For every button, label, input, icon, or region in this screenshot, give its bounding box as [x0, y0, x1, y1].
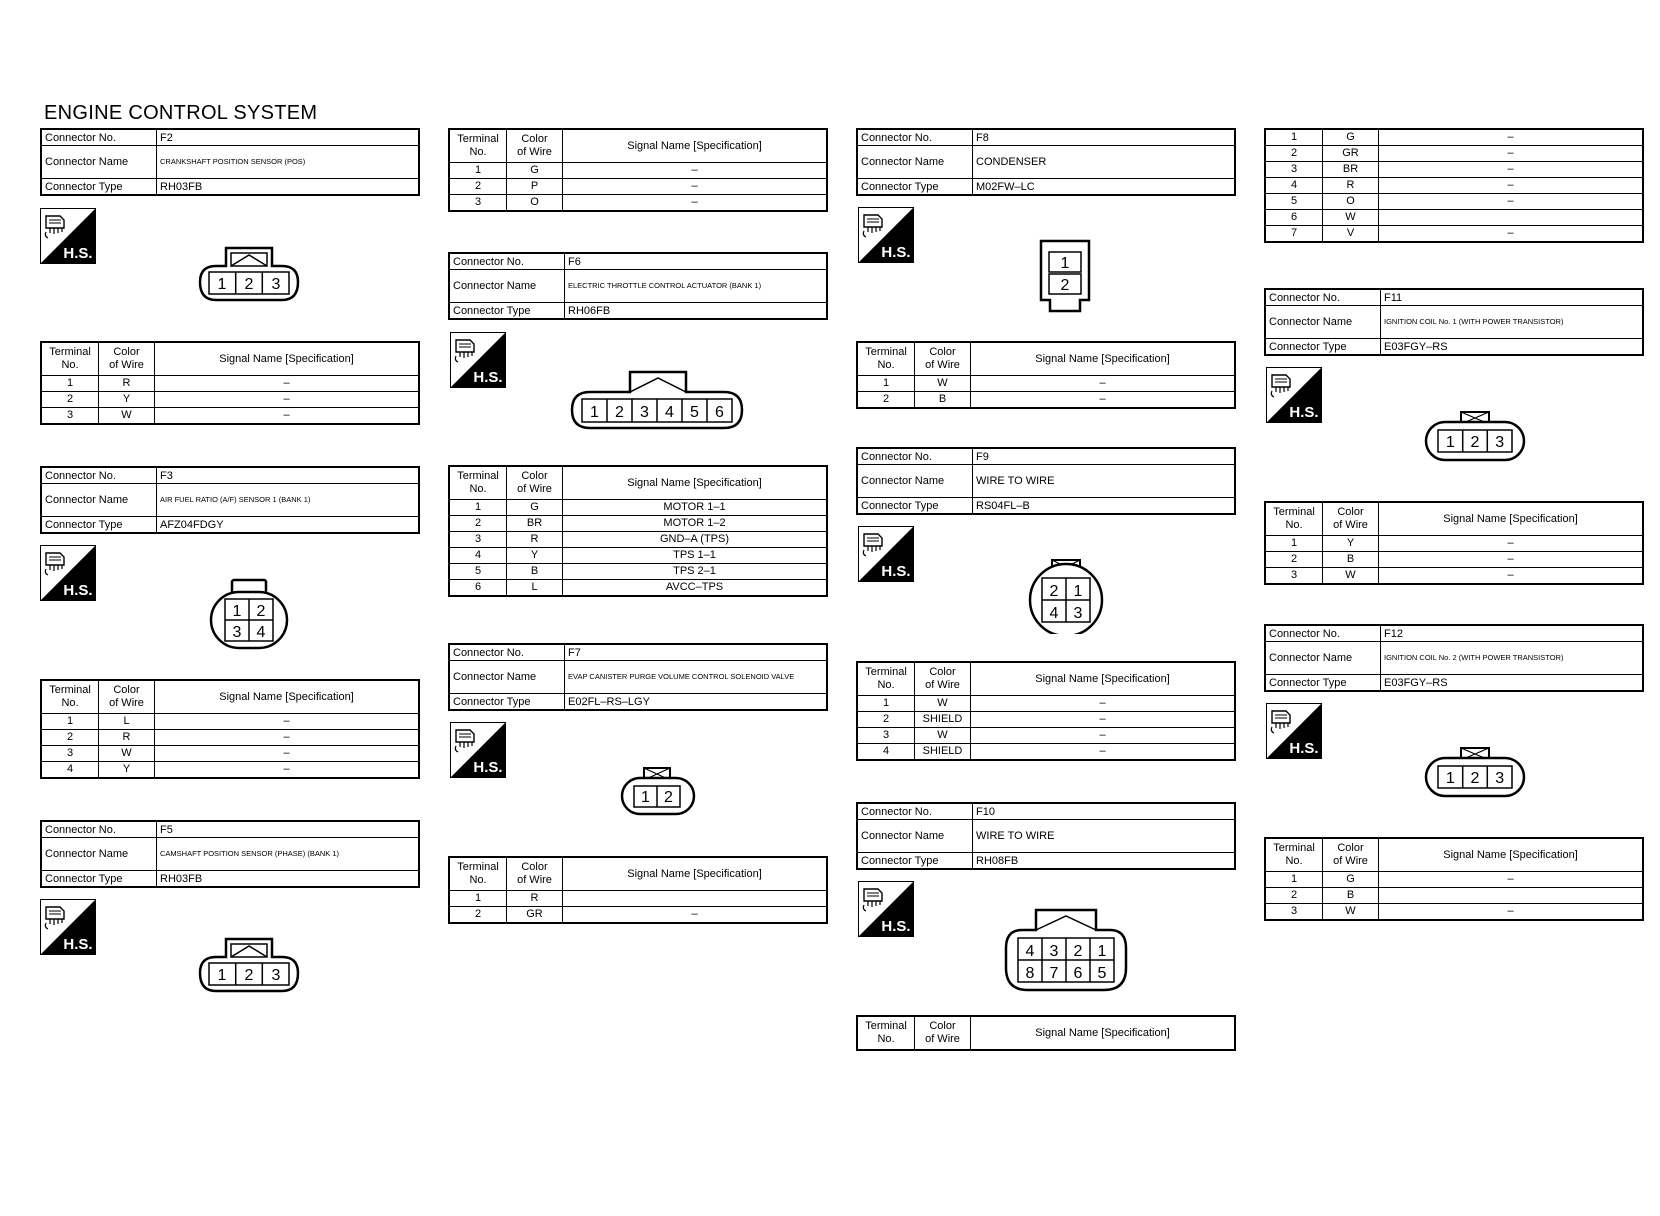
pin-label: 2 — [1049, 583, 1059, 600]
terminal-no-header: Terminal No. — [449, 466, 507, 500]
terminal-no-header: Terminal No. — [857, 342, 915, 376]
connector-type-label: Connector Type — [449, 303, 565, 320]
pin-label: 4 — [256, 624, 266, 641]
connector-name-value: WIRE TO WIRE — [973, 465, 1236, 498]
signal-header: Signal Name [Specification] — [155, 680, 420, 714]
table-row: 1 W – — [857, 696, 1235, 712]
connector-f9-face — [1026, 558, 1106, 634]
signal-header: Signal Name [Specification] — [563, 129, 828, 163]
table-row: 2 GR – — [449, 907, 827, 924]
connector-f2-face — [198, 244, 300, 304]
pin-label: 8 — [1025, 965, 1035, 982]
harness-side-icon — [1266, 703, 1322, 759]
connector-name-label: Connector Name — [41, 146, 157, 179]
connector-no-label: Connector No. — [449, 644, 565, 661]
connector-no-label: Connector No. — [449, 253, 565, 270]
connector-name-value: AIR FUEL RATIO (A/F) SENSOR 1 (BANK 1) — [157, 484, 420, 517]
table-row: 2 BR MOTOR 1–2 — [449, 516, 827, 532]
pin-label: 3 — [1073, 605, 1083, 622]
pin-label: 1 — [1445, 434, 1455, 451]
pin-label: 1 — [1073, 583, 1083, 600]
table-row: 2 B — [1265, 888, 1643, 904]
pin-label: 2 — [256, 603, 266, 620]
pin-label: 4 — [1049, 605, 1059, 622]
harness-side-icon — [40, 545, 96, 601]
harness-side-icon — [40, 899, 96, 955]
terminal-table-f9 — [856, 661, 1236, 761]
harness-side-icon — [450, 332, 506, 388]
terminal-table-f5 — [448, 128, 828, 212]
connector-name-value: EVAP CANISTER PURGE VOLUME CONTROL SOLENOID VALVE — [565, 661, 828, 694]
harness-side-icon — [450, 722, 506, 778]
connector-type-value: AFZ04FDGY — [157, 517, 420, 534]
terminal-table-f2 — [40, 341, 420, 425]
pin-label: 5 — [690, 404, 699, 421]
connector-name-label: Connector Name — [449, 661, 565, 694]
table-row: 7 V – — [1265, 226, 1643, 243]
table-row: 4 SHIELD – — [857, 744, 1235, 761]
connector-name-label: Connector Name — [857, 146, 973, 179]
connector-type-label: Connector Type — [41, 871, 157, 888]
table-row: 2 Y – — [41, 392, 419, 408]
pin-label: 3 — [640, 404, 649, 421]
terminal-table-f10-rows — [1264, 128, 1644, 243]
table-row: 1 R – — [41, 376, 419, 392]
table-row: 3 W – — [41, 408, 419, 425]
table-row: 2 GR – — [1265, 146, 1643, 162]
table-row: 1 G – — [1265, 872, 1643, 888]
connector-no-value: F7 — [565, 644, 828, 661]
color-header: Color of Wire — [915, 1016, 971, 1050]
signal-header: Signal Name [Specification] — [563, 857, 828, 891]
terminal-table-f6 — [448, 465, 828, 597]
connector-name-label: Connector Name — [857, 820, 973, 853]
connector-no-label: Connector No. — [41, 821, 157, 838]
table-row: 4 Y TPS 1–1 — [449, 548, 827, 564]
table-row: 3 W – — [857, 728, 1235, 744]
connector-type-value: RH08FB — [973, 853, 1236, 870]
pin-label: 1 — [1445, 770, 1455, 787]
pin-label: 2 — [664, 789, 673, 806]
connector-name-value: IGNITION COIL No. 1 (WITH POWER TRANSISTOR) — [1381, 306, 1644, 339]
hs-label: H.S. — [63, 245, 93, 262]
connector-no-label: Connector No. — [1265, 289, 1381, 306]
connector-no-value: F11 — [1381, 289, 1644, 306]
signal-header: Signal Name [Specification] — [971, 1016, 1236, 1050]
terminal-table-f7 — [448, 856, 828, 924]
connector-type-value: E03FGY–RS — [1381, 675, 1644, 692]
connector-no-label: Connector No. — [41, 467, 157, 484]
table-row: 2 SHIELD – — [857, 712, 1235, 728]
hs-label: H.S. — [881, 244, 911, 261]
pin-label: 2 — [244, 276, 254, 293]
connector-type-value: RS04FL–B — [973, 498, 1236, 515]
table-row: 1 Y – — [1265, 536, 1643, 552]
connector-no-value: F9 — [973, 448, 1236, 465]
connector-name-label: Connector Name — [857, 465, 973, 498]
page-title: ENGINE CONTROL SYSTEM — [44, 102, 318, 124]
connector-name-label: Connector Name — [1265, 642, 1381, 675]
harness-side-icon — [858, 207, 914, 263]
pin-label: 5 — [1097, 965, 1107, 982]
terminal-table-f11 — [1264, 501, 1644, 585]
connector-info-f5 — [40, 820, 420, 888]
color-header: Color of Wire — [915, 342, 971, 376]
terminal-no-header: Terminal No. — [1265, 502, 1323, 536]
connector-info-f9 — [856, 447, 1236, 515]
signal-header: Signal Name [Specification] — [155, 342, 420, 376]
connector-no-value: F10 — [973, 803, 1236, 820]
pin-label: 7 — [1049, 965, 1059, 982]
connector-info-f6 — [448, 252, 828, 320]
connector-type-label: Connector Type — [857, 179, 973, 196]
signal-header: Signal Name [Specification] — [971, 342, 1236, 376]
pin-label: 3 — [1049, 943, 1059, 960]
pin-label: 6 — [715, 404, 724, 421]
pin-label: 3 — [1495, 434, 1505, 451]
connector-no-label: Connector No. — [857, 803, 973, 820]
pin-label: 2 — [1470, 434, 1480, 451]
connector-info-f2 — [40, 128, 420, 196]
color-header: Color of Wire — [99, 680, 155, 714]
color-header: Color of Wire — [507, 129, 563, 163]
pin-label: 1 — [1097, 943, 1107, 960]
hs-label: H.S. — [881, 563, 911, 580]
harness-side-icon — [858, 526, 914, 582]
connector-type-value: RH06FB — [565, 303, 828, 320]
connector-info-f8 — [856, 128, 1236, 196]
table-row: 2 B – — [1265, 552, 1643, 568]
connector-f12-face — [1424, 746, 1526, 798]
table-row: 3 R GND–A (TPS) — [449, 532, 827, 548]
connector-info-f7 — [448, 643, 828, 711]
terminal-no-header: Terminal No. — [1265, 838, 1323, 872]
terminal-no-header: Terminal No. — [857, 662, 915, 696]
connector-f7-face — [620, 766, 696, 816]
harness-side-icon — [40, 208, 96, 264]
table-row: 1 G – — [1265, 129, 1643, 146]
table-row: 2 B – — [857, 392, 1235, 409]
connector-no-value: F2 — [157, 129, 420, 146]
table-row: 4 R – — [1265, 178, 1643, 194]
terminal-table-f10-header — [856, 1015, 1236, 1051]
connector-name-label: Connector Name — [1265, 306, 1381, 339]
color-header: Color of Wire — [1323, 502, 1379, 536]
table-row: 5 B TPS 2–1 — [449, 564, 827, 580]
hs-label: H.S. — [63, 936, 93, 953]
color-header: Color of Wire — [915, 662, 971, 696]
hs-label: H.S. — [1289, 740, 1319, 757]
table-row: 2 P – — [449, 179, 827, 195]
hs-label: H.S. — [473, 759, 503, 776]
pin-label: 1 — [232, 603, 242, 620]
connector-no-value: F5 — [157, 821, 420, 838]
pin-label: 2 — [1470, 770, 1480, 787]
connector-type-label: Connector Type — [449, 694, 565, 711]
signal-header: Signal Name [Specification] — [971, 662, 1236, 696]
connector-type-value: RH03FB — [157, 179, 420, 196]
hs-label: H.S. — [1289, 404, 1319, 421]
connector-type-label: Connector Type — [41, 517, 157, 534]
signal-header: Signal Name [Specification] — [563, 466, 828, 500]
connector-f8-face — [1038, 238, 1092, 314]
table-row: 6 W — [1265, 210, 1643, 226]
table-row: 6 L AVCC–TPS — [449, 580, 827, 597]
table-row: 1 G – — [449, 163, 827, 179]
table-row: 3 W – — [1265, 568, 1643, 585]
connector-type-value: RH03FB — [157, 871, 420, 888]
connector-info-f12 — [1264, 624, 1644, 692]
pin-label: 3 — [1495, 770, 1505, 787]
terminal-table-f12 — [1264, 837, 1644, 921]
color-header: Color of Wire — [507, 466, 563, 500]
table-row: 3 BR – — [1265, 162, 1643, 178]
terminal-table-f8 — [856, 341, 1236, 409]
harness-side-icon — [1266, 367, 1322, 423]
pin-label: 1 — [1060, 255, 1070, 272]
connector-no-label: Connector No. — [857, 129, 973, 146]
terminal-no-header: Terminal No. — [41, 680, 99, 714]
color-header: Color of Wire — [507, 857, 563, 891]
signal-header: Signal Name [Specification] — [1379, 502, 1644, 536]
pin-label: 6 — [1073, 965, 1083, 982]
connector-info-f3 — [40, 466, 420, 534]
connector-type-label: Connector Type — [857, 498, 973, 515]
connector-name-label: Connector Name — [41, 838, 157, 871]
pin-label: 2 — [1060, 277, 1070, 294]
hs-label: H.S. — [63, 582, 93, 599]
connector-no-label: Connector No. — [41, 129, 157, 146]
connector-type-value: M02FW–LC — [973, 179, 1236, 196]
pin-label: 2 — [1073, 943, 1083, 960]
table-row: 1 R — [449, 891, 827, 907]
terminal-table-f3 — [40, 679, 420, 779]
pin-label: 1 — [641, 789, 650, 806]
connector-name-value: WIRE TO WIRE — [973, 820, 1236, 853]
connector-no-value: F12 — [1381, 625, 1644, 642]
connector-type-label: Connector Type — [41, 179, 157, 196]
connector-name-value: IGNITION COIL No. 2 (WITH POWER TRANSISTOR) — [1381, 642, 1644, 675]
pin-label: 4 — [665, 404, 674, 421]
table-row: 3 O – — [449, 195, 827, 212]
harness-side-icon — [858, 881, 914, 937]
table-row: 3 W – — [41, 746, 419, 762]
hs-label: H.S. — [881, 918, 911, 935]
terminal-no-header: Terminal No. — [449, 857, 507, 891]
hs-label: H.S. — [473, 369, 503, 386]
connector-name-value: CRANKSHAFT POSITION SENSOR (POS) — [157, 146, 420, 179]
table-row: 5 O – — [1265, 194, 1643, 210]
connector-no-value: F6 — [565, 253, 828, 270]
pin-label: 3 — [271, 276, 281, 293]
terminal-no-header: Terminal No. — [857, 1016, 915, 1050]
connector-no-value: F8 — [973, 129, 1236, 146]
connector-type-label: Connector Type — [1265, 675, 1381, 692]
connector-no-label: Connector No. — [1265, 625, 1381, 642]
pin-label: 1 — [217, 967, 227, 984]
connector-f10-face — [1004, 906, 1128, 992]
connector-f11-face — [1424, 410, 1526, 462]
connector-no-value: F3 — [157, 467, 420, 484]
connector-type-value: E02FL–RS–LGY — [565, 694, 828, 711]
table-row: 1 L – — [41, 714, 419, 730]
connector-type-label: Connector Type — [857, 853, 973, 870]
terminal-no-header: Terminal No. — [449, 129, 507, 163]
connector-info-f10 — [856, 802, 1236, 870]
table-row: 1 W – — [857, 376, 1235, 392]
signal-header: Signal Name [Specification] — [1379, 838, 1644, 872]
connector-name-label: Connector Name — [41, 484, 157, 517]
connector-name-value: CAMSHAFT POSITION SENSOR (PHASE) (BANK 1) — [157, 838, 420, 871]
color-header: Color of Wire — [99, 342, 155, 376]
connector-f6-face — [570, 368, 744, 432]
connector-no-label: Connector No. — [857, 448, 973, 465]
pin-label: 3 — [232, 624, 242, 641]
color-header: Color of Wire — [1323, 838, 1379, 872]
connector-type-value: E03FGY–RS — [1381, 339, 1644, 356]
connector-name-label: Connector Name — [449, 270, 565, 303]
pin-label: 3 — [271, 967, 281, 984]
table-row: 4 Y – — [41, 762, 419, 779]
connector-name-value: ELECTRIC THROTTLE CONTROL ACTUATOR (BANK 1) — [565, 270, 828, 303]
pin-label: 1 — [590, 404, 599, 421]
connector-name-value: CONDENSER — [973, 146, 1236, 179]
table-row: 3 W – — [1265, 904, 1643, 921]
pin-label: 1 — [217, 276, 227, 293]
pin-label: 2 — [615, 404, 624, 421]
connector-f5-face — [198, 935, 300, 995]
table-row: 1 G MOTOR 1–1 — [449, 500, 827, 516]
connector-type-label: Connector Type — [1265, 339, 1381, 356]
table-row: 2 R – — [41, 730, 419, 746]
connector-f3-face — [208, 578, 290, 650]
pin-label: 4 — [1025, 943, 1035, 960]
connector-info-f11 — [1264, 288, 1644, 356]
terminal-no-header: Terminal No. — [41, 342, 99, 376]
pin-label: 2 — [244, 967, 254, 984]
